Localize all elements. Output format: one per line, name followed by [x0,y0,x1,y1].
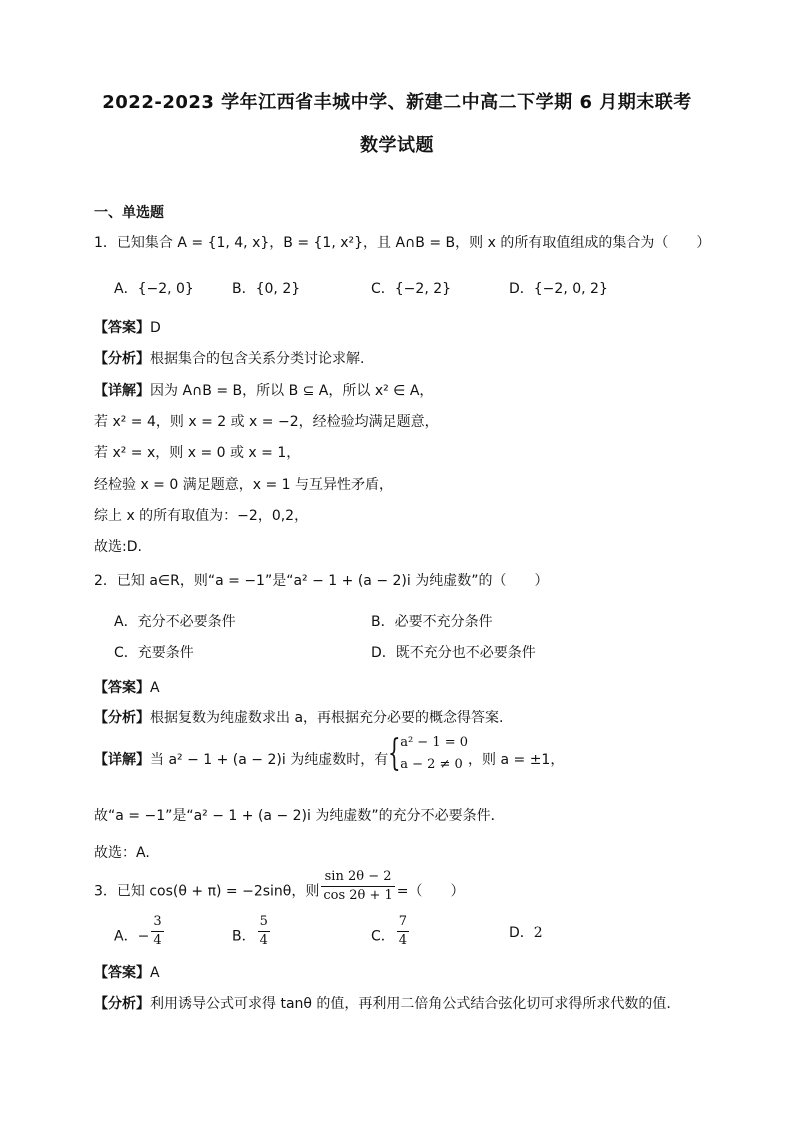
q2-conclusion: 故“a = −1”是“a² − 1 + (a − 2)i 为纯虚数”的充分不必要条件． [94,808,505,824]
detail-tag: 【详解】 [94,383,150,399]
q2-analysis-line [94,708,503,728]
option-label: B． [232,928,256,945]
q1-detail-line-1 [94,381,433,401]
option-value: 2 [533,925,543,941]
document-title: 2022-2023 学年江西省丰城中学、新建二中高二下学期 6 月期末联考 [102,92,692,113]
q2-answer-line [94,678,160,698]
q2-detail-line [94,733,565,776]
q3-answer: A [150,965,160,981]
q2-answer: A [150,680,160,696]
analysis-tag: 【分析】 [94,710,150,726]
q1-analysis-line [94,349,364,369]
q1-detail-1: 因为 A∩B = B，所以 B ⊆ A，所以 x² ∈ A， [150,383,434,399]
q3-stem-pre: 3．已知 cos(θ + π) = −2sinθ，则 [94,883,320,900]
system-eq-2: a − 2 ≠ 0 [400,757,463,772]
frac-denominator: 4 [153,933,162,948]
section-heading: 一、单选题 [94,205,164,221]
frac-denominator: 4 [259,933,268,948]
q1-answer: D [150,320,161,336]
document-subtitle: 数学试题 [360,135,434,156]
q2-choose: 故选：A. [94,845,150,861]
question-2-stem: 2．已知 a∈R，则“a = −1”是“a² − 1 + (a − 2)i 为纯虚数”的（ ） [94,573,549,589]
q1-detail-line-2: 若 x² = 4，则 x = 2 或 x = −2，经检验均满足题意， [94,414,439,430]
frac-numerator: 3 [151,913,163,932]
q1-detail-line-6: 故选:D. [94,539,142,555]
q1-detail-line-4: 经检验 x = 0 满足题意，x = 1 与互异性矛盾， [94,477,393,493]
q3-analysis: 利用诱导公式可求得 tanθ 的值，再利用二倍角公式结合弦化切可求得所求代数的值. [150,996,671,1012]
q3-option-a [114,914,166,950]
q2-analysis: 根据复数为纯虚数求出 a，再根据充分必要的概念得答案. [150,710,504,726]
detail-tag: 【详解】 [94,752,150,768]
q3-fraction [321,868,394,905]
q3-option-d [509,923,543,943]
frac-numerator: 7 [397,913,409,932]
q1-option-d: D．{−2, 0, 2} [509,281,608,297]
q2-detail-post: ，则 a = ±1， [468,752,565,768]
q3-analysis-line [94,994,671,1014]
option-fraction [258,913,270,950]
answer-tag: 【答案】 [94,965,150,981]
option-fraction [397,913,409,950]
system-eq-1: a² − 1 = 0 [400,735,469,750]
option-label: C． [371,928,395,945]
q1-option-c: C．{−2, 2} [371,281,452,297]
q1-option-b: B．{0, 2} [232,281,301,297]
q3-frac-numerator: sin 2θ − 2 [321,868,394,887]
q2-option-b: B．必要不充分条件 [371,614,493,630]
q2-option-d: D．既不充分也不必要条件 [371,645,536,661]
answer-tag: 【答案】 [94,680,150,696]
q1-detail-line-5: 综上 x 的所有取值为：−2，0,2， [94,508,309,524]
analysis-tag: 【分析】 [94,351,150,367]
q1-detail-line-3: 若 x² = x，则 x = 0 或 x = 1， [94,445,301,461]
q2-option-c: C．充要条件 [114,645,194,661]
q3-stem-post: =（ ） [396,883,465,900]
q3-frac-denominator: cos 2θ + 1 [323,888,393,903]
option-sign: − [137,928,150,945]
q2-detail-pre: 当 a² − 1 + (a − 2)i 为纯虚数时，有 [150,752,389,768]
question-1-stem: 1．已知集合 A = {1, 4, x}，B = {1, x²}，且 A∩B = B，则 x 的所有取值组成的集合为（ ） [94,235,711,251]
analysis-tag: 【分析】 [94,996,150,1012]
option-fraction [151,913,163,950]
brace-glyph: { [388,733,401,774]
equation-system [388,732,468,776]
q3-option-b [232,914,272,950]
answer-tag: 【答案】 [94,320,150,336]
option-label: A． [114,928,138,945]
q1-option-a: A．{−2, 0} [114,281,194,297]
option-label: D． [509,925,534,941]
q3-answer-line [94,963,160,983]
frac-numerator: 5 [258,913,270,932]
q2-option-a: A．充分不必要条件 [114,614,236,630]
q3-option-c [371,914,411,950]
q1-analysis: 根据集合的包含关系分类讨论求解. [150,351,365,367]
q1-answer-line [94,318,161,338]
frac-denominator: 4 [398,933,408,948]
